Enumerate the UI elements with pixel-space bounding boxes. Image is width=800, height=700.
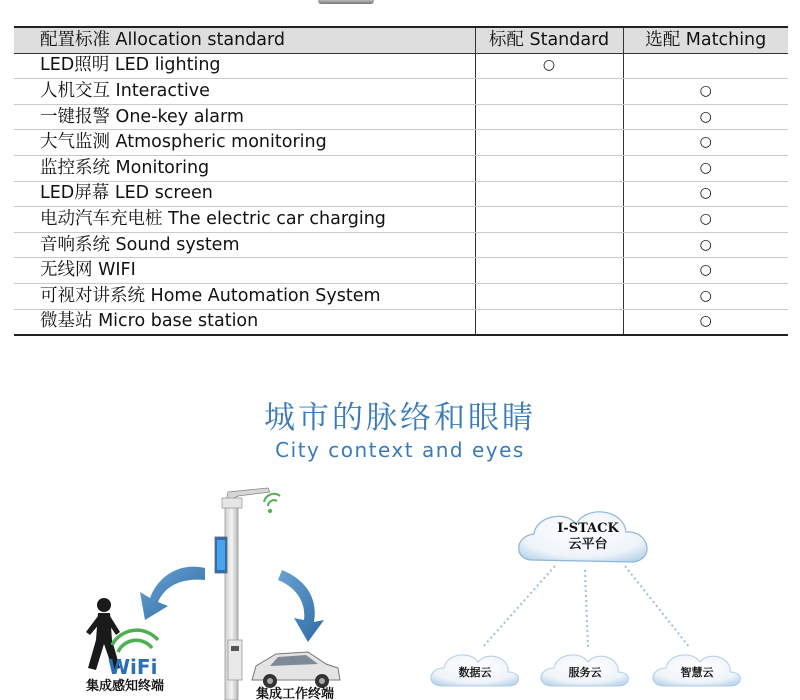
row-item: 一键报警 One-key alarm	[14, 104, 475, 130]
right-curved-arrow	[278, 570, 324, 642]
wifi-logo	[108, 630, 158, 679]
pole-wifi-icon	[264, 494, 280, 513]
row-standard-mark	[475, 207, 623, 233]
table-row	[14, 181, 788, 207]
row-item: 音响系统 Sound system	[14, 232, 475, 258]
table-row	[14, 309, 788, 335]
cloud-service-label: 服务云	[568, 666, 602, 679]
row-matching-mark	[623, 53, 788, 79]
section-title-en: City context and eyes	[275, 438, 525, 462]
section-title-zh: 城市的脉络和眼睛	[264, 400, 536, 436]
cloud-connectors	[482, 566, 690, 648]
header-standard: 标配 Standard	[475, 27, 623, 53]
row-standard-mark	[475, 79, 623, 105]
row-matching-mark: ○	[623, 130, 788, 156]
header-matching: 选配 Matching	[623, 27, 788, 53]
cloud-smart-label: 智慧云	[680, 666, 714, 679]
row-item: 人机交互 Interactive	[14, 79, 475, 105]
row-standard-mark	[475, 130, 623, 156]
row-item: 微基站 Micro base station	[14, 309, 475, 335]
right-caption: 集成工作终端	[256, 687, 335, 700]
left-curved-arrow	[140, 567, 205, 620]
row-standard-mark	[475, 155, 623, 181]
cloud-data-label: 数据云	[458, 666, 492, 679]
row-standard-mark	[475, 181, 623, 207]
row-matching-mark: ○	[623, 155, 788, 181]
row-item: 监控系统 Monitoring	[14, 155, 475, 181]
table-row	[14, 155, 788, 181]
car-icon	[252, 652, 340, 688]
smart-pole-illustration	[0, 480, 800, 700]
row-standard-mark	[475, 232, 623, 258]
left-caption: 集成感知终端	[86, 679, 165, 694]
row-matching-mark: ○	[623, 258, 788, 284]
row-item: 大气监测 Atmospheric monitoring	[14, 130, 475, 156]
table-row	[14, 207, 788, 233]
smart-cloud	[653, 655, 741, 686]
table-row	[14, 79, 788, 105]
row-item: LED照明 LED lighting	[14, 53, 475, 79]
row-matching-mark: ○	[623, 104, 788, 130]
table-row	[14, 283, 788, 309]
row-matching-mark: ○	[623, 181, 788, 207]
table-row	[14, 104, 788, 130]
cloud-main-line2: 云平台	[568, 537, 608, 552]
data-cloud	[431, 655, 519, 686]
row-standard-mark: ○	[475, 53, 623, 79]
row-item: 无线网 WIFI	[14, 258, 475, 284]
table-row	[14, 258, 788, 284]
table-row	[14, 53, 788, 79]
table-row	[14, 232, 788, 258]
row-matching-mark: ○	[623, 283, 788, 309]
row-matching-mark: ○	[623, 207, 788, 233]
header-allocation: 配置标准 Allocation standard	[14, 27, 475, 53]
row-item: 电动汽车充电桩 The electric car charging	[14, 207, 475, 233]
wifi-label: WiFi	[108, 655, 158, 679]
top-image-fragment	[318, 0, 374, 4]
row-matching-mark: ○	[623, 79, 788, 105]
cloud-main-line1: I-STACK	[557, 521, 619, 536]
row-standard-mark	[475, 309, 623, 335]
row-matching-mark: ○	[623, 232, 788, 258]
table-header-row	[14, 27, 788, 53]
row-standard-mark	[475, 258, 623, 284]
table-row	[14, 130, 788, 156]
service-cloud	[541, 655, 629, 686]
allocation-table	[14, 26, 788, 336]
row-matching-mark: ○	[623, 309, 788, 335]
row-standard-mark	[475, 104, 623, 130]
row-item: 可视对讲系统 Home Automation System	[14, 283, 475, 309]
row-standard-mark	[475, 283, 623, 309]
main-cloud	[519, 512, 647, 562]
row-item: LED屏幕 LED screen	[14, 181, 475, 207]
